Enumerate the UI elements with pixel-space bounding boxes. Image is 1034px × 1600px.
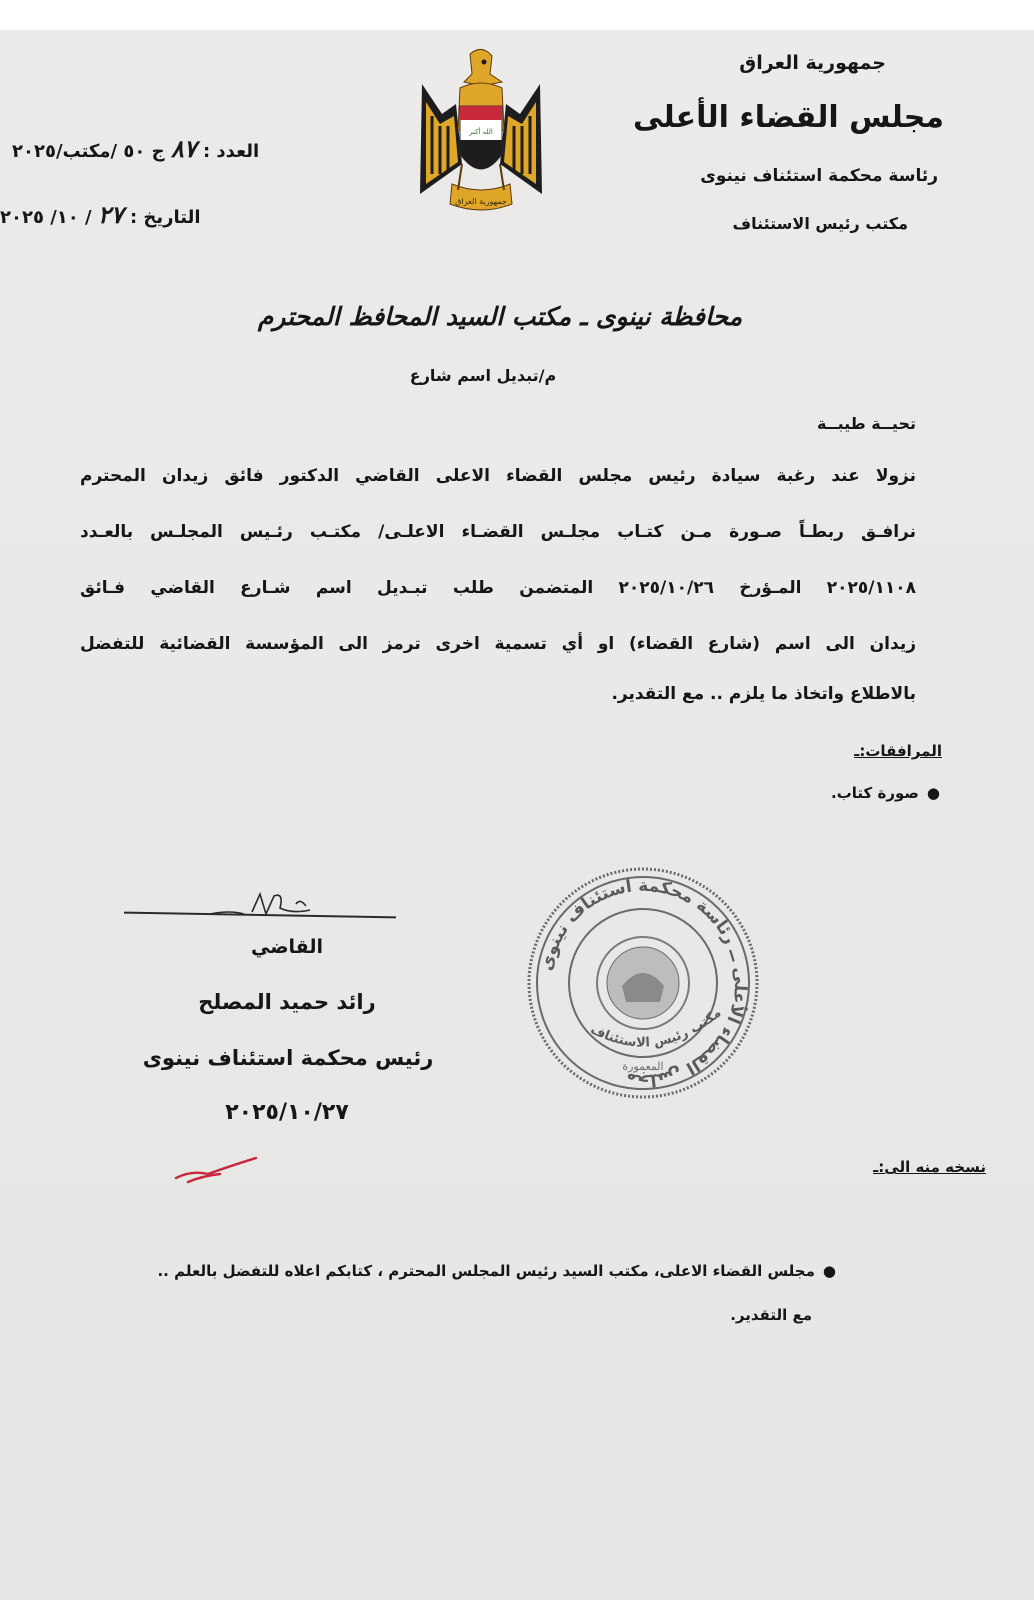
attachment-item (831, 784, 940, 802)
signatory-title: القاضي (250, 936, 324, 958)
body-line-1: نزولا عند رغبة سيادة رئيس مجلس القضاء الاعلى القاضي الدكتور فائق زيدان المحترم (80, 466, 916, 486)
emblem-ribbon: جمهورية العراق (455, 197, 507, 206)
greeting: تحيــة طيبــة (816, 414, 916, 433)
copies-heading: نسخه منه الى:ـ (873, 1158, 986, 1176)
subject-line: م/تبديل اسم شارع (409, 366, 557, 385)
copy-recipient (157, 1262, 836, 1280)
seal-outer-text: مجلس القضاء الأعلى ــ رئاسة محكمة استئناف نينوى (536, 875, 751, 1091)
reference-date (0, 200, 201, 229)
reference-number-handwritten: ٨٧ (170, 134, 197, 163)
red-pen-mark-icon (168, 1148, 264, 1192)
header-office: مكتب رئيس الاستئناف (732, 214, 908, 233)
reference-number-suffix: ج ٥٠ /مكتب/٢٠٢٥ (12, 141, 165, 162)
copy-recipient-text: مجلس القضاء الاعلى، مكتب السيد رئيس المجلس المحترم ، كتابكم اعلاه للتفضل بالعلم .. (157, 1262, 815, 1280)
body-line-4: زيدان الى اسم (شارع القضاء) او أي تسمية اخرى ترمز الى المؤسسة القضائية للتفضل (80, 634, 916, 654)
body-line-3: ٢٠٢٥/١١٠٨ المـؤرخ ٢٠٢٥/١٠/٢٦ المتضمن طلب تبـديل اسم شـارع القاضي فـائق (80, 578, 917, 598)
seal-inner-text: مكتب رئيس الاستئناف (588, 1005, 725, 1051)
reference-date-label: التاريخ : (129, 207, 201, 228)
eagle-emblem-icon (412, 44, 550, 230)
attachment-item-label: صورة كتاب. (831, 784, 919, 802)
header-council: مجلس القضاء الأعلى (633, 100, 944, 135)
reference-date-rest: / ١٠/ ٢٠٢٥ (0, 207, 92, 228)
scan-top-margin (0, 0, 1034, 30)
signatory-name: رائد حميد المصلح (198, 990, 376, 1014)
signatory-position: رئيس محكمة استئناف نينوى (142, 1046, 434, 1070)
reference-date-handwritten: ٢٧ (97, 200, 124, 229)
emblem-label: الله أكبر (469, 128, 493, 136)
copy-closing: مع التقدير. (730, 1306, 812, 1324)
signature-date: ٢٠٢٥/١٠/٢٧ (225, 1100, 349, 1125)
reference-number (12, 134, 259, 163)
bullet-icon: ● (822, 1262, 836, 1280)
body-line-2: نرافـق ربطـاً صـورة مـن كتـاب مجلـس القضـاء الاعلـى/ مكتـب رئـيس المجلـس بالعـدد (80, 522, 916, 542)
header-country: جمهورية العراق (739, 52, 886, 74)
recipient-line: محافظة نينوى ـ مكتب السيد المحافظ المحترم (257, 302, 743, 331)
reference-number-label: العدد : (202, 141, 260, 162)
attachments-heading: المرافقات:ـ (854, 742, 942, 760)
bullet-icon: ● (926, 784, 940, 802)
header-presidency: رئاسة محكمة استئناف نينوى (700, 166, 938, 186)
official-seal-icon (524, 864, 762, 1102)
seal-bottom-text: المعمورة (622, 1060, 664, 1073)
handwritten-signature-icon (200, 884, 340, 924)
body-line-5: بالاطلاع واتخاذ ما يلزم .. مع التقدير. (611, 684, 916, 704)
